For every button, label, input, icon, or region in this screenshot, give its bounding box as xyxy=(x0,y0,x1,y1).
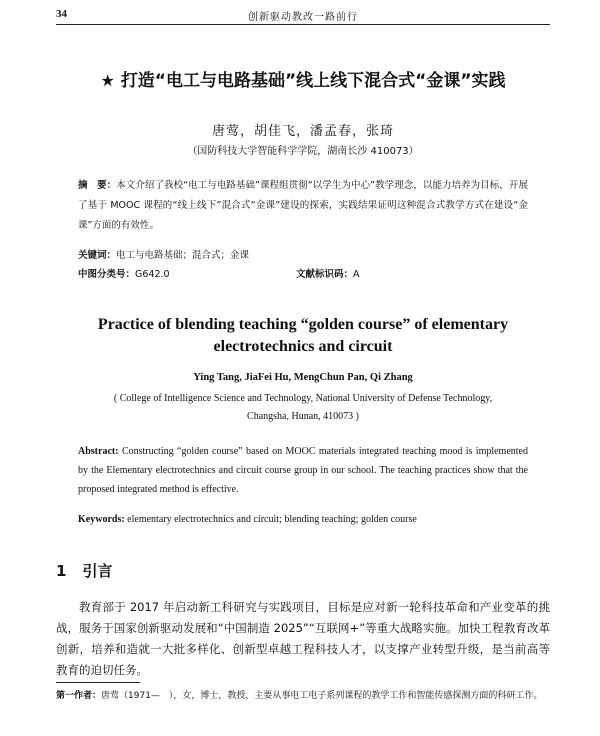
doc-label: 文献标识码： xyxy=(296,269,354,280)
clc-value: G642.0 xyxy=(135,269,170,280)
chinese-abstract-text: 本文介绍了我校“电工与电路基础”课程组贯彻“以学生为中心”教学理念，以能力培养为目标，开展了基于 MOOC 课程的“线上线下”混合式“金课”建设的探索，实践结果证明这种混合式教学方式在建设“金课”方面的有效性。 xyxy=(78,180,528,231)
english-keywords-text: elementary electrotechnics and circuit; blending teaching; golden course xyxy=(127,514,417,525)
star-icon: ★ xyxy=(100,71,115,90)
english-keywords-label: Keywords: xyxy=(78,514,125,525)
chinese-title xyxy=(56,66,550,91)
chinese-abstract xyxy=(78,176,528,236)
chinese-authors: 唐莺，胡佳飞，潘孟春，张琦 xyxy=(211,124,394,139)
chinese-affiliation: （国防科技大学智能科学学院，湖南长沙 410073） xyxy=(187,146,419,157)
chinese-title-text: 打造“电工与电路基础”线上线下混合式“金课”实践 xyxy=(120,71,506,91)
page-number: 34 xyxy=(56,8,67,20)
document-code xyxy=(296,266,360,280)
clc-label: 中图分类号： xyxy=(78,269,136,280)
body-paragraph: 教育部于 2017 年启动新工科研究与实践项目，目标是应对新一轮科技革命和产业变革的挑战，服务于国家创新驱动发展和“中国制造 2025”“互联网+”等重大战略实施。加快工程教育改革创新，培养和造就一大批多样化、创新型卓越工程科技人才，以支撑产业转型升级，是当前高等教育的迫切任务。 xyxy=(56,600,550,677)
chinese-keywords-label: 关键词： xyxy=(78,250,117,261)
running-header xyxy=(56,6,550,25)
section-title: 引言 xyxy=(82,562,113,580)
classification-line xyxy=(78,266,528,280)
footnote-divider xyxy=(56,682,140,683)
english-abstract xyxy=(78,442,528,499)
section-number: 1 xyxy=(56,562,67,580)
english-affiliation: ( College of Intelligence Science and Technology, National University of Defense Technology, Changsha, Hunan, 410073 ) xyxy=(113,393,493,422)
footnote-label: 第一作者： xyxy=(56,691,102,701)
english-authors: Ying Tang, JiaFei Hu, MengChun Pan, Qi Zhang xyxy=(193,372,413,383)
english-keywords xyxy=(78,514,528,525)
footnote xyxy=(56,688,550,704)
english-abstract-text: Constructing “golden course” based on MOOC materials integrated teaching mood is implemented by the Elementary electrotechnics and circuit course group in our school. The teaching practices show that the proposed integrated method is effective. xyxy=(78,446,528,495)
section-heading xyxy=(56,560,550,581)
chinese-keywords xyxy=(78,247,528,261)
footnote-text: 唐莺（1971— ），女，博士，教授，主要从事电工电子系列课程的教学工作和智能传感探测方面的科研工作。 xyxy=(101,691,543,701)
english-title: Practice of blending teaching “golden course” of elementary electrotechnics and circuit xyxy=(97,316,509,355)
chinese-abstract-label: 摘 要： xyxy=(78,180,117,191)
chinese-keywords-text: 电工与电路基础；混合式；金课 xyxy=(116,250,250,261)
english-abstract-label: Abstract: xyxy=(78,446,119,457)
doc-value: A xyxy=(353,269,360,280)
running-title: 创新驱动教改一路前行 xyxy=(248,12,358,23)
